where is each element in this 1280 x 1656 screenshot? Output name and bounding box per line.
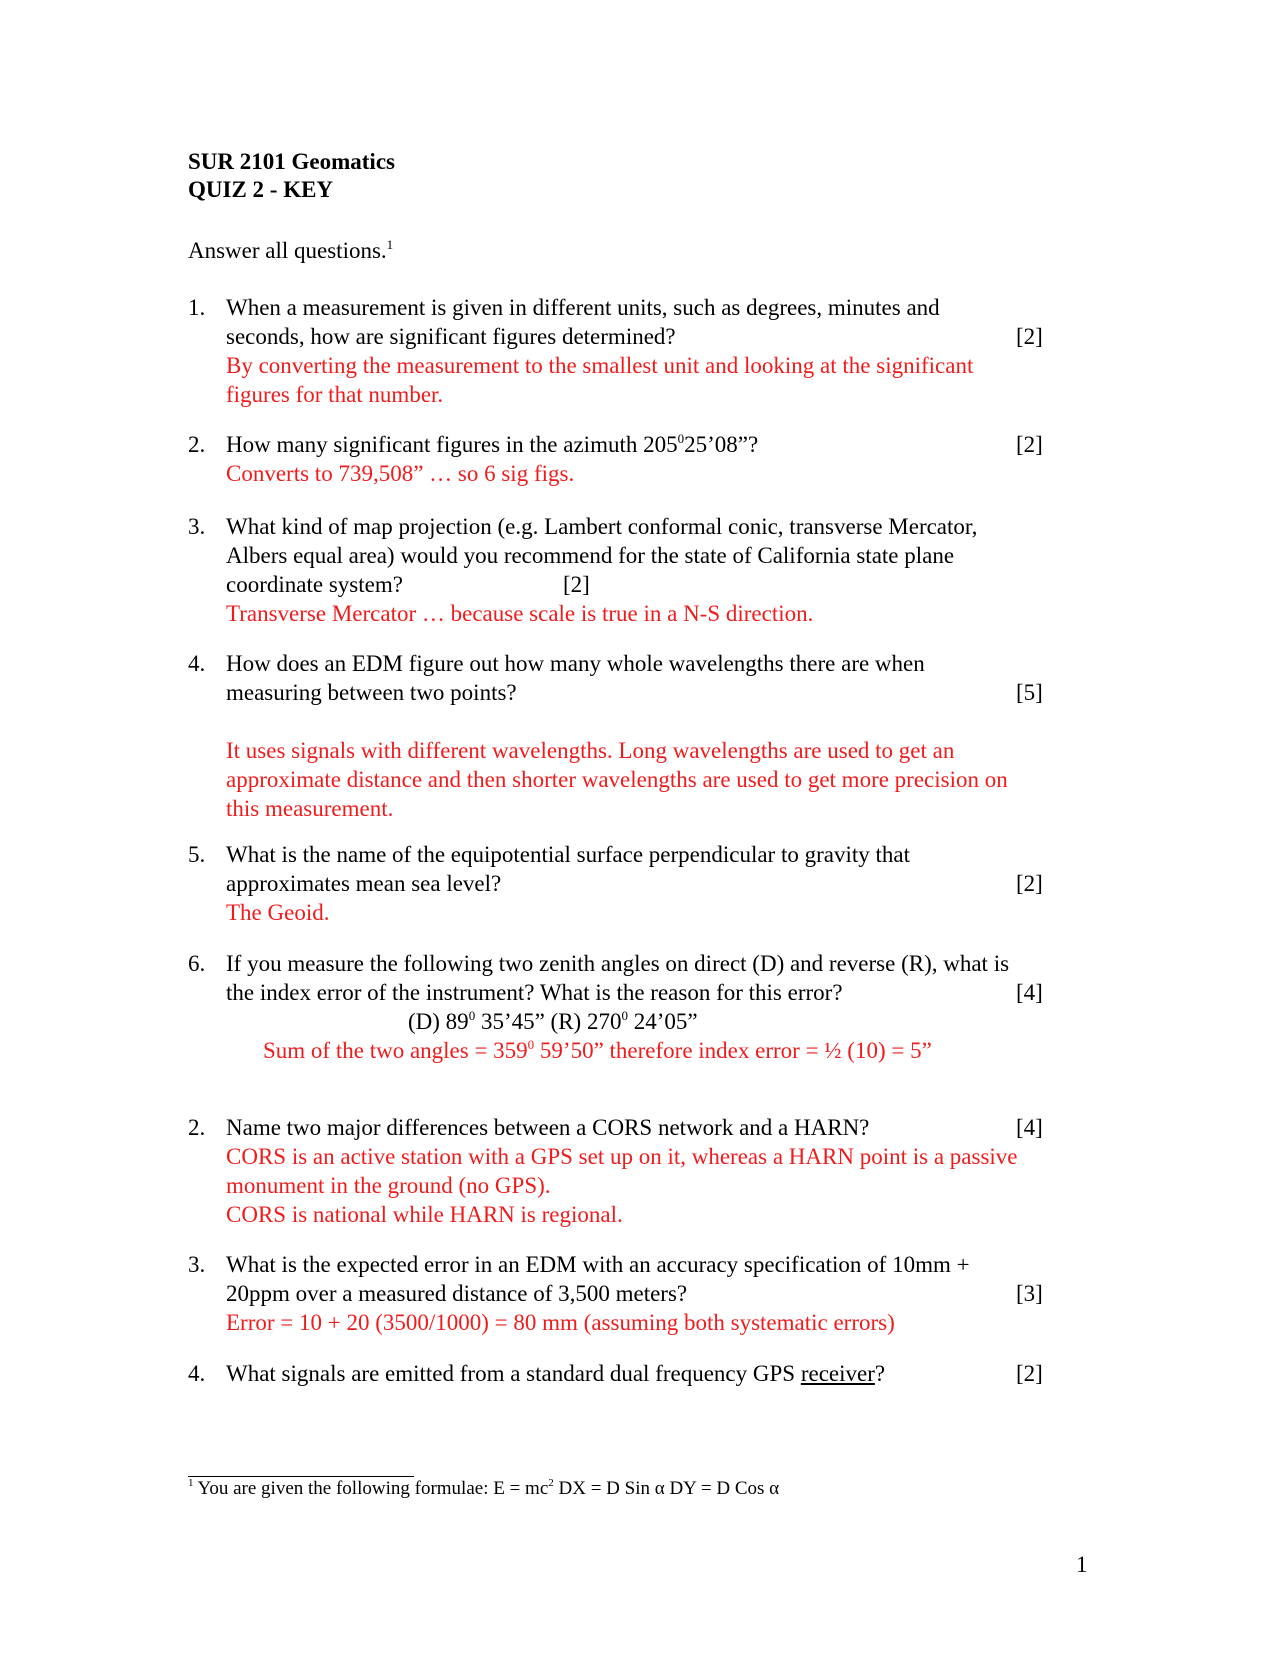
given-angles: (D) $89^0$ 35’45” (R) $270^0$ 24’05” (408, 1008, 698, 1034)
question-9: 4. What signals are emitted from a standard dual frequency GPS receiver? [2] (188, 1361, 1043, 1386)
quiz-title: QUIZ 2 - KEY (188, 177, 334, 202)
points: [3] (1016, 1281, 1043, 1306)
points: [2] (563, 572, 590, 597)
answer: Transverse Mercator … because scale is true in a N-S direction. (226, 601, 814, 626)
question-5: 5. What is the name of the equipotential surface perpendicular to gravity that approximates mean sea level? [2] The Geoid. (188, 840, 1088, 927)
points: [2] (1016, 432, 1043, 457)
answer: this measurement. (226, 796, 394, 821)
footnote: $^1$ You are given the following formulae: $E = mc^2$ DX = D Sin α DY = D Cos α (188, 1477, 780, 1499)
footnote-separator (188, 1476, 414, 1477)
question-6: 6. If you measure the following two zenith angles on direct (D) and reverse (R), what is the index error of the instrument? What is the reason for this error? [4] (D) $89^0$ 35’45” (R) $270^0$ 24’05” Sum of the two angles = $359^0$ 59’50” therefore index error = ½ (10) = 5” (188, 949, 1088, 1065)
answer: approximate distance and then shorter wavelengths are used to get more precision on (226, 767, 1008, 792)
answer: It uses signals with different wavelengths. Long wavelengths are used to get an (226, 738, 955, 763)
question-4: 4. How does an EDM figure out how many whole wavelengths there are when measuring between two points? [5] It uses signals with different wavelengths. Long wavelengths are used to get an approximate distance and then shorter wavelengths are used to get more precision on this measurement. (188, 649, 1088, 823)
answer: The Geoid. (226, 900, 330, 925)
question-1: 1. When a measurement is given in different units, such as degrees, minutes and seconds, how are significant figures determined? [2] By converting the measurement to the smallest unit and looking at the significant figures for that number. (188, 293, 1088, 409)
question-8: 3. What is the expected error in an EDM with an accuracy specification of 10mm + 20ppm over a measured distance of 3,500 meters? [3] Error = 10 + 20 (3500/1000) = 80 mm (assuming both systematic errors) (188, 1250, 1088, 1337)
points: [5] (1016, 680, 1043, 705)
instructions: Answer all questions.$^1$ (188, 237, 394, 263)
question-2: 2. How many significant figures in the azimuth $205^025’08$”? [2] Converts to 739,508” … so 6 sig figs. (188, 430, 1088, 488)
footnote-ref: 1 (386, 237, 394, 252)
page-number: 1 (1076, 1552, 1088, 1577)
answer: CORS is an active station with a GPS set up on it, whereas a HARN point is a passive (226, 1144, 1018, 1169)
question-3: 3. What kind of map projection (e.g. Lambert conformal conic, transverse Mercator, Albers equal area) would you recommend for the state of California state plane coordinate system? [2] Transverse Mercator … because scale is true in a N-S direction. (188, 512, 1088, 628)
points: [4] (1016, 980, 1043, 1005)
points: [2] (1016, 1361, 1043, 1386)
answer: Converts to 739,508” … so 6 sig figs. (226, 461, 575, 486)
points: [2] (1016, 324, 1043, 349)
course-title: SUR 2101 Geomatics (188, 149, 395, 174)
points: [2] (1016, 871, 1043, 896)
answer: CORS is national while HARN is regional. (226, 1202, 623, 1227)
answer: By converting the measurement to the smallest unit and looking at the significant (226, 353, 974, 378)
answer: monument in the ground (no GPS). (226, 1173, 551, 1198)
answer: figures for that number. (226, 382, 444, 407)
answer: Sum of the two angles = $359^0$ 59’50” therefore index error = ½ (10) = 5” (263, 1037, 932, 1063)
question-7: 2. Name two major differences between a CORS network and a HARN? [4] CORS is an active station with a GPS set up on it, whereas a HARN point is a passive monument in the ground (no GPS). CORS is national while HARN is regional. (188, 1113, 1088, 1229)
answer: Error = 10 + 20 (3500/1000) = 80 mm (assuming both systematic errors) (226, 1310, 895, 1335)
points: [4] (1016, 1115, 1043, 1140)
